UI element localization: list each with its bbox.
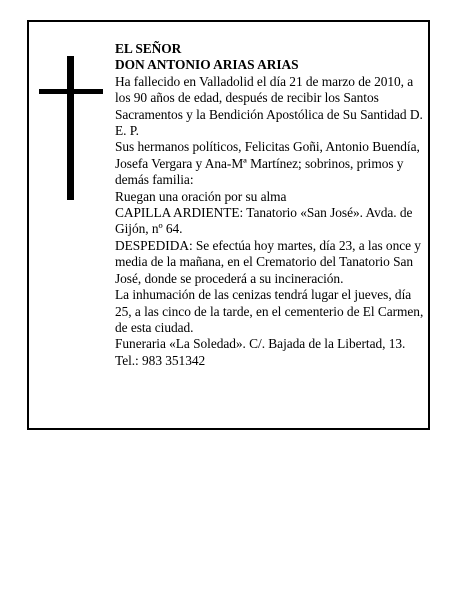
death-announcement: Ha fallecido en Valladolid el día 21 de marzo de 2010, a los 90 años de edad, después de recibir los Santos Sacramentos y la Bendición Apostólica de Su Santidad D. E. P. <box>115 73 423 139</box>
deceased-name: DON ANTONIO ARIAS ARIAS <box>115 57 299 73</box>
farewell-info: DESPEDIDA: Se efectúa hoy martes, día 23, a las once y media de la mañana, en el Crematorio del Tanatorio San José, donde se procederá a su incineración. <box>115 237 421 286</box>
funeral-home: Funeraria «La Soledad». C/. Bajada de la Libertad, 13. <box>115 336 406 352</box>
family-list: Sus hermanos políticos, Felicitas Goñi, Antonio Buendía, Josefa Vergara y Ana-Mª Martínez; sobrinos, primos y demás familia: <box>115 139 420 188</box>
cross-icon <box>39 56 103 200</box>
prayer-request: Ruegan una oración por su alma <box>115 188 287 204</box>
cross-vertical-bar <box>67 56 74 200</box>
cross-horizontal-bar <box>39 89 103 94</box>
burial-info: La inhumación de las cenizas tendrá lugar el jueves, día 25, a las cinco de la tarde, en el cementerio de El Carmen, de esta ciudad. <box>115 287 424 335</box>
notice-text <box>115 41 429 369</box>
phone-number: Tel.: 983 351342 <box>115 352 206 368</box>
title-line-1: EL SEÑOR <box>115 41 182 56</box>
chapel-info: CAPILLA ARDIENTE: Tanatorio «San José». Avda. de Gijón, nº 64. <box>115 205 413 237</box>
obituary-notice <box>27 20 430 430</box>
